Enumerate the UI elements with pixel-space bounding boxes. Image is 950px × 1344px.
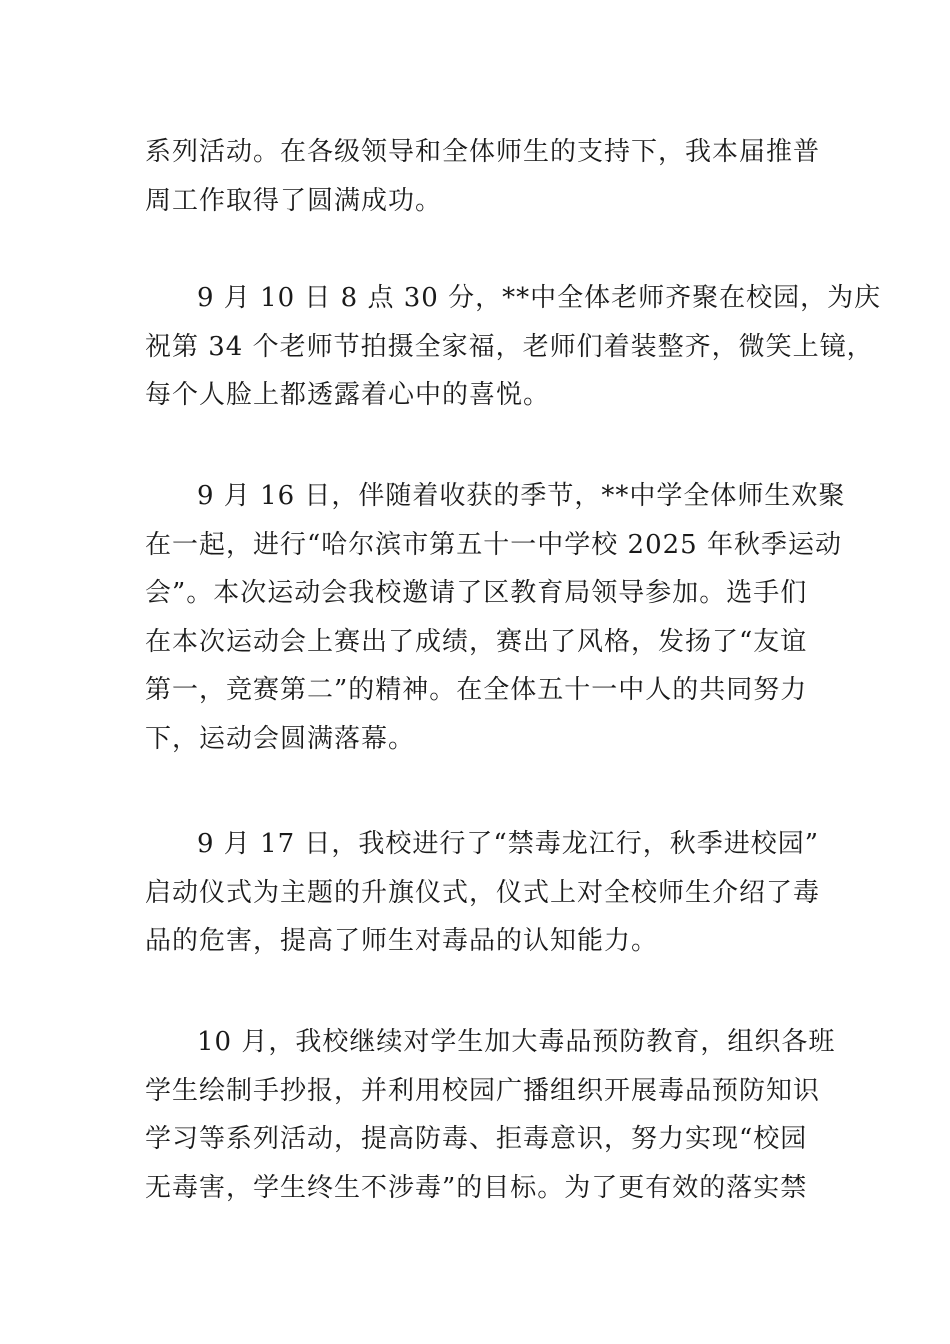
paragraph-1 bbox=[145, 128, 821, 225]
text-line: 启动仪式为主题的升旗仪式，仪式上对全校师生介绍了毒 bbox=[145, 877, 821, 908]
text-line: 无毒害，学生终生不涉毒”的目标。为了更有效的落实禁 bbox=[145, 1172, 808, 1203]
text-line: 9 月 16 日，伴随着收获的季节，**中学全体师生欢聚 bbox=[197, 481, 846, 511]
text-line: 祝第 34 个老师节拍摄全家福，老师们着装整齐，微笑上镜， bbox=[145, 331, 874, 362]
text-line: 学生绘制手抄报，并利用校园广播组织开展毒品预防知识 bbox=[145, 1075, 821, 1106]
paragraph-4 bbox=[145, 820, 821, 966]
text-line: 周工作取得了圆满成功。 bbox=[145, 185, 443, 216]
text-line: 学习等系列活动，提高防毒、拒毒意识，努力实现“校园 bbox=[145, 1124, 808, 1154]
text-line: 系列活动。在各级领导和全体师生的支持下，我本届推普 bbox=[145, 137, 821, 167]
text-line: 10 月，我校继续对学生加大毒品预防教育，组织各班 bbox=[197, 1027, 836, 1057]
paragraph-3 bbox=[145, 472, 846, 763]
text-line: 9 月 17 日，我校进行了“禁毒龙江行，秋季进校园” bbox=[197, 829, 820, 859]
text-line: 会”。本次运动会我校邀请了区教育局领导参加。选手们 bbox=[145, 578, 808, 608]
text-line: 在一起，进行“哈尔滨市第五十一中学校 2025 年秋季运动 bbox=[145, 529, 842, 560]
text-line: 9 月 10 日 8 点 30 分，**中全体老师齐聚在校园，为庆 bbox=[197, 283, 882, 313]
text-line: 第一，竞赛第二”的精神。在全体五十一中人的共同努力 bbox=[145, 675, 808, 705]
text-line: 下，运动会圆满落幕。 bbox=[145, 723, 416, 754]
paragraph-2 bbox=[145, 274, 882, 420]
text-line: 品的危害，提高了师生对毒品的认知能力。 bbox=[145, 926, 659, 956]
paragraph-5 bbox=[145, 1018, 836, 1212]
text-line: 每个人脸上都透露着心中的喜悦。 bbox=[145, 380, 551, 410]
text-line: 在本次运动会上赛出了成绩，赛出了风格，发扬了“友谊 bbox=[145, 626, 808, 657]
